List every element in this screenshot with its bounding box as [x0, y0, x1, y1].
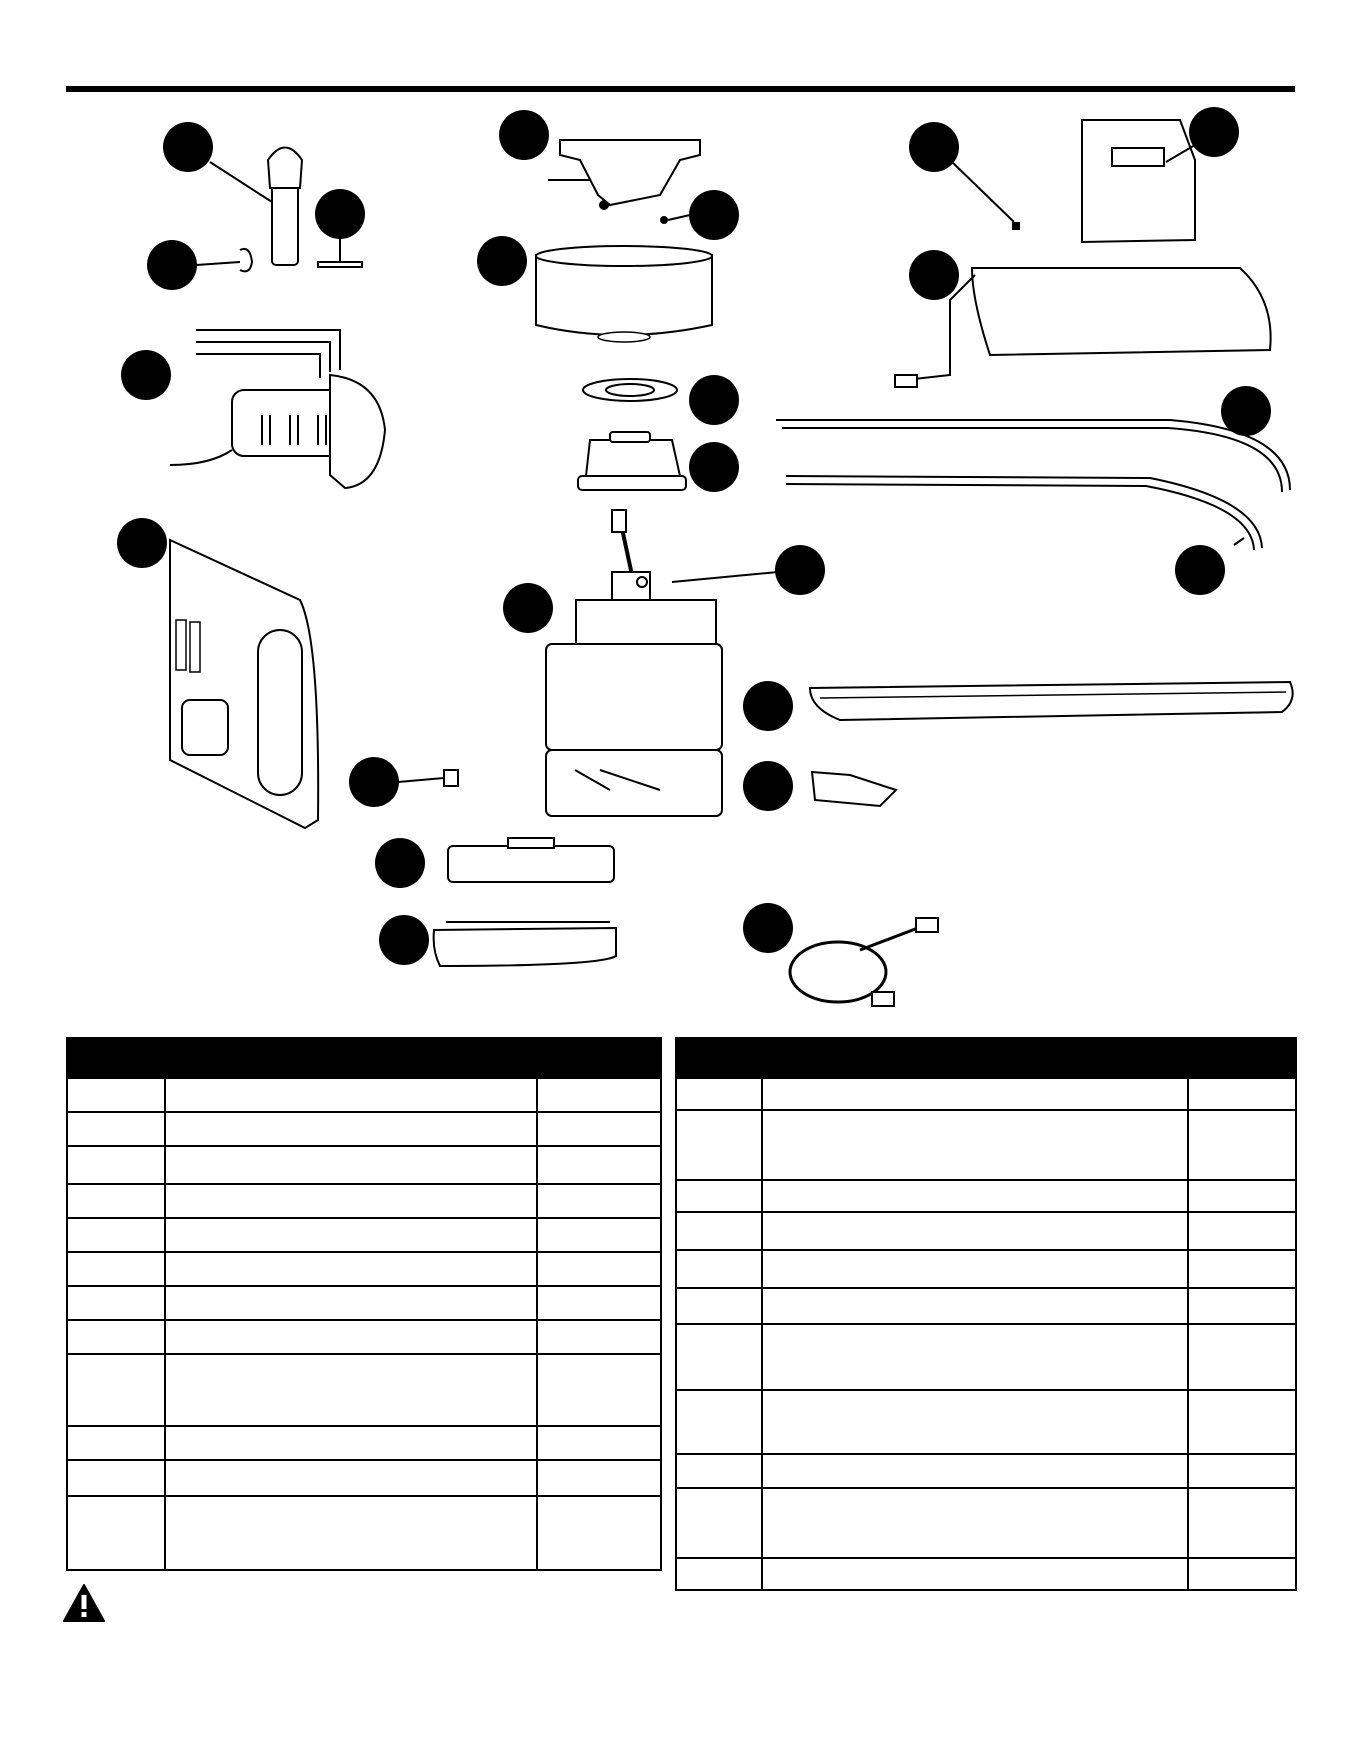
table-row — [67, 1426, 661, 1460]
table-row — [67, 1354, 661, 1426]
quantity-cell — [1188, 1488, 1296, 1558]
table-row — [676, 1212, 1296, 1250]
quantity-cell — [537, 1146, 661, 1184]
light-lens-drawing — [434, 922, 616, 966]
quantity-cell — [1188, 1288, 1296, 1324]
table-row — [676, 1250, 1296, 1288]
part-cell — [67, 1184, 165, 1218]
callout-badge — [375, 838, 425, 888]
coupling-cover-drawing — [578, 432, 686, 490]
remote-package-drawing — [170, 540, 318, 828]
quantity-cell — [1188, 1078, 1296, 1110]
description-cell — [762, 1180, 1188, 1212]
description-cell — [165, 1320, 537, 1354]
table-row — [676, 1390, 1296, 1454]
part-cell — [676, 1390, 762, 1454]
callout-badge — [163, 122, 213, 172]
description-cell — [165, 1354, 537, 1426]
description-cell — [762, 1078, 1188, 1110]
callout-badge — [689, 442, 739, 492]
description-cell — [762, 1288, 1188, 1324]
quantity-cell — [537, 1286, 661, 1320]
quantity-cell — [537, 1426, 661, 1460]
quantity-cell — [537, 1354, 661, 1426]
part-cell — [67, 1426, 165, 1460]
callout-badge — [499, 110, 549, 160]
parts-table-left — [66, 1037, 662, 1571]
part-cell — [676, 1180, 762, 1212]
part-cell — [676, 1558, 762, 1590]
description-cell — [762, 1454, 1188, 1488]
description-cell — [165, 1184, 537, 1218]
callout-badge — [117, 518, 167, 568]
part-cell — [67, 1354, 165, 1426]
part-cell — [67, 1496, 165, 1570]
table-row — [676, 1110, 1296, 1180]
quantity-cell — [537, 1112, 661, 1146]
header-quantity — [537, 1038, 661, 1078]
description-cell — [165, 1078, 537, 1112]
part-cell — [676, 1288, 762, 1324]
table-header-row — [67, 1038, 661, 1078]
quantity-cell — [1188, 1454, 1296, 1488]
light-kit-plate-drawing — [448, 838, 614, 882]
table-row — [676, 1324, 1296, 1390]
table-row — [67, 1184, 661, 1218]
blade-arms-drawing — [776, 420, 1290, 550]
table-row — [67, 1078, 661, 1112]
callout-badge — [1175, 545, 1225, 595]
description-cell — [165, 1112, 537, 1146]
callout-badge — [503, 583, 553, 633]
callout-badge — [743, 681, 793, 731]
description-cell — [165, 1146, 537, 1184]
blade-drawing — [810, 682, 1293, 720]
quantity-cell — [537, 1252, 661, 1286]
warning-triangle-icon — [62, 1583, 106, 1623]
callout-badge — [379, 915, 429, 965]
callout-badge — [477, 236, 527, 286]
table-row — [67, 1496, 661, 1570]
callout-badge — [909, 122, 959, 172]
description-cell — [165, 1496, 537, 1570]
part-cell — [676, 1454, 762, 1488]
table-row — [676, 1180, 1296, 1212]
quantity-cell — [537, 1496, 661, 1570]
parts-table-right — [675, 1037, 1297, 1591]
description-cell — [165, 1286, 537, 1320]
callout-badge — [743, 761, 793, 811]
header-quantity — [1188, 1038, 1296, 1078]
header-description — [762, 1038, 1188, 1078]
part-cell — [67, 1286, 165, 1320]
callout-badge — [775, 545, 825, 595]
part-cell — [67, 1078, 165, 1112]
table-row — [67, 1146, 661, 1184]
canopy-drawing — [536, 246, 712, 342]
quantity-cell — [1188, 1558, 1296, 1590]
part-cell — [676, 1110, 762, 1180]
receiver-drawing — [170, 330, 385, 488]
quantity-cell — [537, 1218, 661, 1252]
table-row — [676, 1454, 1296, 1488]
description-cell — [762, 1110, 1188, 1180]
description-cell — [762, 1250, 1188, 1288]
description-cell — [762, 1558, 1188, 1590]
part-cell — [676, 1250, 762, 1288]
header-part — [67, 1038, 165, 1078]
description-cell — [165, 1460, 537, 1496]
part-cell — [67, 1146, 165, 1184]
description-cell — [165, 1426, 537, 1460]
part-cell — [67, 1320, 165, 1354]
description-cell — [165, 1252, 537, 1286]
mounting-bracket-drawing — [548, 140, 700, 224]
part-cell — [676, 1212, 762, 1250]
motor-housing-drawing — [546, 510, 778, 816]
quantity-cell — [1188, 1212, 1296, 1250]
table-row — [676, 1488, 1296, 1558]
table-row — [67, 1112, 661, 1146]
part-cell — [67, 1112, 165, 1146]
callout-badge — [147, 240, 197, 290]
quantity-cell — [537, 1078, 661, 1112]
callout-badge — [909, 250, 959, 300]
blade-plate-drawing — [812, 772, 896, 806]
table-row — [67, 1320, 661, 1354]
table-row — [67, 1252, 661, 1286]
quantity-cell — [1188, 1180, 1296, 1212]
quantity-cell — [537, 1320, 661, 1354]
light-kit-housing-drawing — [1082, 120, 1195, 242]
quantity-cell — [1188, 1390, 1296, 1454]
callout-badge — [349, 757, 399, 807]
part-cell — [67, 1252, 165, 1286]
description-cell — [762, 1212, 1188, 1250]
callout-badge — [689, 190, 739, 240]
part-cell — [676, 1324, 762, 1390]
callout-badge — [743, 903, 793, 953]
quantity-cell — [1188, 1324, 1296, 1390]
extension-cable-drawing — [790, 918, 938, 1006]
table-row — [67, 1218, 661, 1252]
part-cell — [67, 1460, 165, 1496]
quantity-cell — [537, 1184, 661, 1218]
part-cell — [676, 1488, 762, 1558]
description-cell — [762, 1324, 1188, 1390]
callout-badge — [1221, 386, 1271, 436]
quantity-cell — [1188, 1110, 1296, 1180]
quantity-cell — [537, 1460, 661, 1496]
description-cell — [762, 1488, 1188, 1558]
table-row — [676, 1558, 1296, 1590]
callout-badge — [315, 189, 365, 239]
part-cell — [676, 1078, 762, 1110]
part-cell — [67, 1218, 165, 1252]
canopy-ring-drawing — [583, 379, 677, 401]
callout-badge — [689, 375, 739, 425]
header-part — [676, 1038, 762, 1078]
quantity-cell — [1188, 1250, 1296, 1288]
table-row — [676, 1288, 1296, 1324]
description-cell — [165, 1218, 537, 1252]
callout-badge — [121, 350, 171, 400]
table-row — [676, 1078, 1296, 1110]
description-cell — [762, 1390, 1188, 1454]
header-description — [165, 1038, 537, 1078]
table-row — [67, 1460, 661, 1496]
table-row — [67, 1286, 661, 1320]
table-header-row — [676, 1038, 1296, 1078]
callout-badge — [1189, 107, 1239, 157]
screw-drawing — [398, 770, 458, 786]
